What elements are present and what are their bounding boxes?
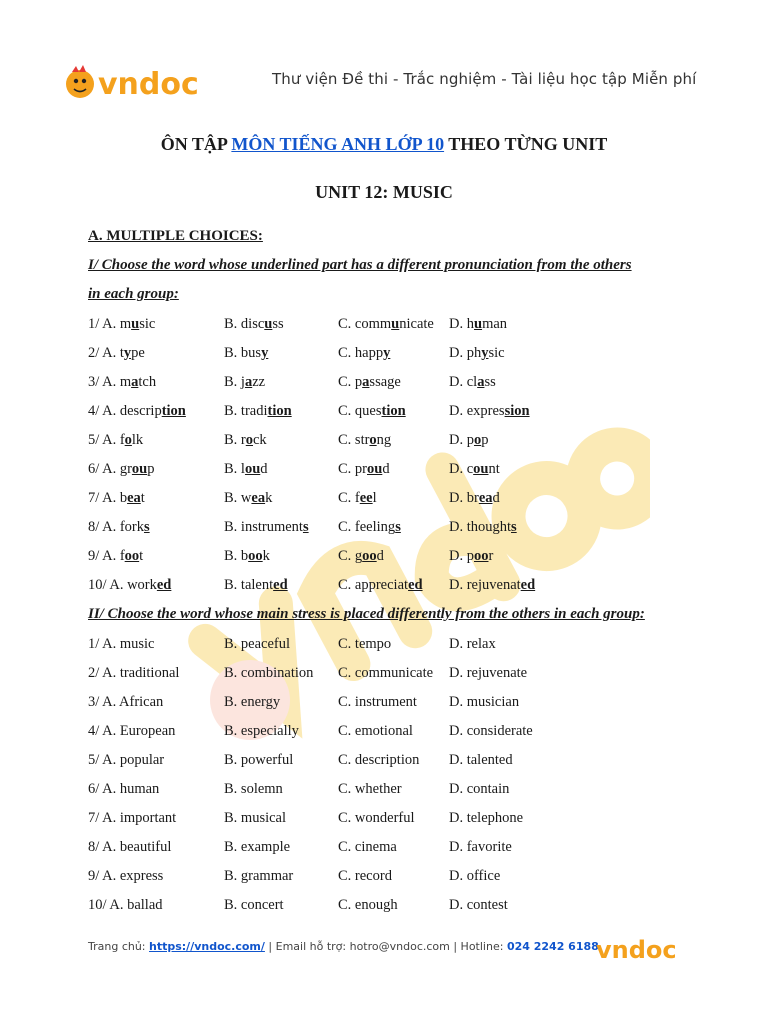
answer-option: D. relax <box>449 636 496 652</box>
answer-option: 8/ A. beautiful <box>88 839 172 855</box>
answer-option <box>449 316 507 333</box>
answer-option <box>88 374 156 391</box>
text-segment: D. thought <box>449 519 512 535</box>
answer-option <box>224 432 267 449</box>
text-segment: B. disc <box>224 316 265 332</box>
answer-option <box>449 577 535 594</box>
text-segment: tch <box>138 374 157 390</box>
subject-link[interactable]: MÔN TIẾNG ANH LỚP 10 <box>231 134 445 154</box>
underlined-segment: y <box>261 345 269 361</box>
page-footer <box>88 940 599 953</box>
text-segment: man <box>482 316 508 332</box>
underlined-segment: oo <box>473 548 489 564</box>
text-segment: 7/ A. b <box>88 490 128 506</box>
text-segment: d <box>260 461 268 477</box>
text-segment: 2/ A. t <box>88 345 124 361</box>
text-segment: pe <box>131 345 145 361</box>
underlined-segment: ou <box>367 461 383 477</box>
underlined-segment: o <box>369 432 377 448</box>
answer-option: 7/ A. important <box>88 810 177 826</box>
answer-option <box>88 403 186 420</box>
underlined-segment: ed <box>273 577 288 593</box>
answer-option: C. wonderful <box>338 810 415 826</box>
text-segment: C. f <box>338 490 360 506</box>
text-segment: zz <box>252 374 266 390</box>
underlined-segment: tion <box>267 403 292 419</box>
vndoc-logo <box>60 60 210 104</box>
text-segment: ss <box>484 374 496 390</box>
underlined-segment: tion <box>161 403 186 419</box>
answer-option: 5/ A. popular <box>88 752 165 768</box>
answer-option <box>224 461 268 478</box>
text-segment: 8/ A. fork <box>88 519 144 535</box>
underlined-segment: y <box>481 345 489 361</box>
text-segment: lk <box>131 432 144 448</box>
answer-option <box>338 345 390 362</box>
text-segment: ss <box>272 316 284 332</box>
title-prefix: ÔN TẬP <box>160 134 232 154</box>
text-segment: B. instrument <box>224 519 303 535</box>
part2-instruction: II/ Choose the word whose main stress is placed differently from the others in each group: <box>88 606 645 622</box>
answer-option <box>224 316 284 333</box>
answer-option: B. peaceful <box>224 636 291 652</box>
answer-option: 1/ A. music <box>88 636 155 652</box>
answer-option <box>88 316 155 333</box>
answer-option <box>449 432 488 449</box>
text-segment: C. comm <box>338 316 392 332</box>
underlined-segment: u <box>473 316 483 332</box>
underlined-segment: u <box>264 316 273 332</box>
underlined-segment: y <box>383 345 391 361</box>
unit-title: UNIT 12: MUSIC <box>315 182 453 202</box>
text-segment: 9/ A. f <box>88 548 125 564</box>
text-segment: 5/ A. f <box>88 432 125 448</box>
answer-option <box>338 548 384 565</box>
text-segment: 1/ A. m <box>88 316 132 332</box>
underlined-segment: a <box>362 374 370 390</box>
answer-option: C. description <box>338 752 420 768</box>
answer-option: 2/ A. traditional <box>88 665 180 681</box>
underlined-segment: u <box>391 316 400 332</box>
answer-option: C. instrument <box>338 694 417 710</box>
answer-option <box>88 461 154 478</box>
answer-option <box>88 345 145 362</box>
text-segment: B. r <box>224 432 246 448</box>
text-segment: D. c <box>449 461 474 477</box>
underlined-segment: ee <box>359 490 373 506</box>
answer-option: D. favorite <box>449 839 512 855</box>
text-segment: nt <box>488 461 500 477</box>
answer-option: C. whether <box>338 781 402 797</box>
underlined-segment: s <box>395 519 401 535</box>
text-segment: C. str <box>338 432 370 448</box>
underlined-segment: a <box>131 374 139 390</box>
underlined-segment: y <box>123 345 132 361</box>
answer-option: C. tempo <box>338 636 392 652</box>
text-segment: 10/ A. work <box>88 577 157 593</box>
text-segment: C. feeling <box>338 519 396 535</box>
text-segment: l <box>372 490 377 506</box>
text-segment: d <box>376 548 384 564</box>
answer-option: C. cinema <box>338 839 397 855</box>
answer-option: 4/ A. European <box>88 723 176 739</box>
answer-option: C. communicate <box>338 665 434 681</box>
footer-home-label: Trang chủ: <box>88 940 150 953</box>
text-segment: D. expres <box>449 403 505 419</box>
answer-option: D. musician <box>449 694 520 710</box>
text-segment: nicate <box>399 316 434 332</box>
underlined-segment: oo <box>124 548 140 564</box>
answer-option: C. record <box>338 868 392 884</box>
answer-option <box>449 461 500 478</box>
text-segment: k <box>262 548 270 564</box>
answer-option <box>449 548 493 565</box>
underlined-segment: s <box>511 519 517 535</box>
underlined-segment: s <box>302 519 309 535</box>
answer-option: 10/ A. ballad <box>88 897 163 913</box>
text-segment: B. b <box>224 548 249 564</box>
part1-instruction-line1: I/ Choose the word whose underlined part has a different pronunciation from the others <box>88 257 632 273</box>
text-segment: D. cl <box>449 374 478 390</box>
answer-option <box>449 345 505 362</box>
answer-option <box>224 519 309 536</box>
text-segment: D. ph <box>449 345 482 361</box>
text-segment: t <box>140 490 145 506</box>
underlined-segment: o <box>473 432 482 448</box>
underlined-segment: s <box>143 519 150 535</box>
answer-option: B. powerful <box>224 752 294 768</box>
answer-option: B. solemn <box>224 781 283 797</box>
section-a-heading: A. MULTIPLE CHOICES: <box>88 228 263 244</box>
underlined-segment: ou <box>244 461 261 477</box>
answer-option: C. emotional <box>338 723 413 739</box>
text-segment: C. ques <box>338 403 382 419</box>
text-segment: C. g <box>338 548 363 564</box>
underlined-segment: ou <box>473 461 489 477</box>
logo-text: vndoc <box>98 67 199 102</box>
answer-option: D. considerate <box>449 723 533 739</box>
answer-option: B. example <box>224 839 291 855</box>
text-segment: ck <box>253 432 267 448</box>
footer-hotline: 024 2242 6188 <box>506 940 599 953</box>
answer-option: 9/ A. express <box>88 868 164 884</box>
underlined-segment: ed <box>520 577 536 593</box>
text-segment: B. bus <box>224 345 262 361</box>
answer-option: B. energy <box>224 694 281 710</box>
text-segment: B. j <box>224 374 245 390</box>
answer-option <box>88 432 143 449</box>
answer-option <box>338 432 391 449</box>
answer-option: C. enough <box>338 897 398 913</box>
answer-option <box>88 548 143 565</box>
answer-option: D. telephone <box>449 810 524 826</box>
answer-option <box>224 403 292 420</box>
text-segment: D. p <box>449 548 474 564</box>
text-segment: 4/ A. descrip <box>88 403 162 419</box>
underlined-segment: ea <box>478 490 493 506</box>
answer-option <box>449 403 530 420</box>
answer-option: D. contain <box>449 781 510 797</box>
answer-option: B. combination <box>224 665 314 681</box>
answer-option: 6/ A. human <box>88 781 160 797</box>
text-segment: D. h <box>449 316 474 332</box>
underlined-segment: o <box>245 432 253 448</box>
footer-contact: | Email hỗ trợ: hotro@vndoc.com | Hotline: <box>264 940 507 953</box>
answer-option: D. contest <box>449 897 508 913</box>
text-segment: r <box>488 548 494 564</box>
text-segment: C. appreciat <box>338 577 409 593</box>
answer-option <box>224 490 272 507</box>
underlined-segment: ea <box>127 490 141 506</box>
underlined-segment: oo <box>362 548 377 564</box>
answer-option <box>449 490 500 507</box>
underlined-segment: u <box>131 316 140 332</box>
answer-option: B. concert <box>224 897 284 913</box>
answer-option: B. musical <box>224 810 287 826</box>
answer-option: 3/ A. African <box>88 694 164 710</box>
text-segment: p <box>481 432 489 448</box>
footer-home-link[interactable]: https://vndoc.com/ <box>149 940 265 953</box>
text-segment: C. p <box>338 374 363 390</box>
footer-vndoc-logo <box>596 934 688 964</box>
answer-option <box>338 316 434 333</box>
text-segment: D. p <box>449 432 474 448</box>
text-segment: sic <box>139 316 156 332</box>
text-segment: 6/ A. gr <box>88 461 132 477</box>
text-segment: k <box>265 490 273 506</box>
underlined-segment: ou <box>131 461 148 477</box>
text-segment: B. tradi <box>224 403 268 419</box>
answer-option <box>338 490 377 507</box>
underlined-segment: o <box>124 432 132 448</box>
site-tagline: Thư viện Đề thi - Trắc nghiệm - Tài liệu học tập Miễn phí <box>272 70 697 88</box>
answer-option <box>88 490 145 507</box>
answer-option: D. office <box>449 868 501 884</box>
underlined-segment: sion <box>504 403 530 419</box>
title-suffix: THEO TỪNG UNIT <box>444 134 608 154</box>
text-segment: D. br <box>449 490 479 506</box>
answer-option <box>88 519 150 536</box>
answer-option: B. grammar <box>224 868 294 884</box>
text-segment: B. l <box>224 461 245 477</box>
text-segment: ssage <box>369 374 401 390</box>
answer-option: B. especially <box>224 723 299 739</box>
text-segment: ng <box>376 432 392 448</box>
part1-instruction-line2: in each group: <box>88 286 179 302</box>
answer-option: D. rejuvenate <box>449 665 528 681</box>
answer-option <box>224 374 265 391</box>
underlined-segment: oo <box>248 548 263 564</box>
answer-option <box>224 577 288 594</box>
answer-option <box>338 519 401 536</box>
text-segment: t <box>139 548 144 564</box>
answer-option <box>224 548 270 565</box>
answer-option <box>338 577 423 594</box>
answer-option <box>338 461 390 478</box>
underlined-segment: ed <box>156 577 172 593</box>
text-segment: B. w <box>224 490 252 506</box>
answer-option <box>338 374 401 391</box>
underlined-segment: ed <box>408 577 423 593</box>
text-segment: C. pr <box>338 461 367 477</box>
text-segment: C. happ <box>338 345 384 361</box>
text-segment: sic <box>488 345 505 361</box>
page-header <box>0 52 768 112</box>
document-title <box>0 134 768 155</box>
answer-option <box>338 403 406 420</box>
text-segment: d <box>382 461 390 477</box>
text-segment: B. talent <box>224 577 274 593</box>
answer-option <box>449 519 517 536</box>
underlined-segment: tion <box>381 403 406 419</box>
footer-logo-text: vndoc <box>596 936 677 964</box>
answer-option <box>88 577 171 594</box>
answer-option: D. talented <box>449 752 513 768</box>
answer-option <box>224 345 268 362</box>
underlined-segment: a <box>477 374 485 390</box>
text-segment: p <box>147 461 155 477</box>
text-segment: 3/ A. m <box>88 374 132 390</box>
underlined-segment: a <box>244 374 253 390</box>
text-segment: D. rejuvenat <box>449 577 521 593</box>
answer-option <box>449 374 496 391</box>
text-segment: d <box>492 490 500 506</box>
underlined-segment: ea <box>251 490 266 506</box>
